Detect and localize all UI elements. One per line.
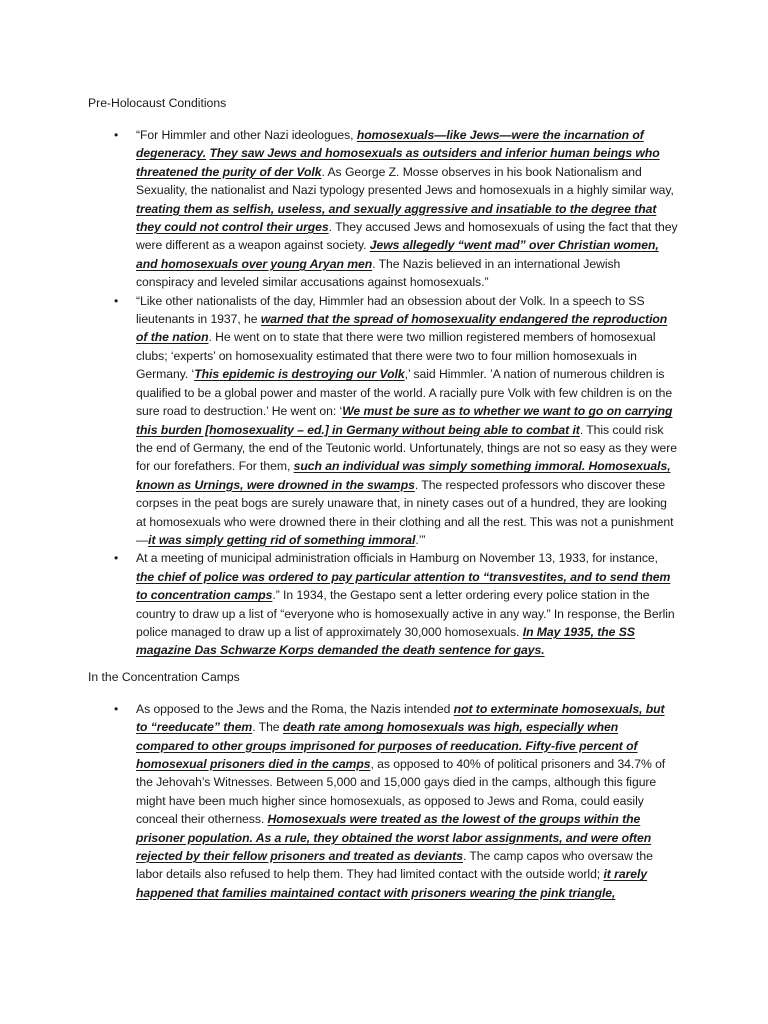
emphasized-text: We must be sure as to whether we want to go on carrying this burden [homosexuality – ed.] in Germany without being able to combat it — [136, 404, 673, 437]
body-text: . The respected professors who discover these corpses in the peat bogs are surely unaware that, in ninety cases out of a hundred, they are looking at homosexuals who were drowned there in their clothing and all the rest. This was not a punishment— — [136, 477, 674, 547]
bullet-icon: • — [114, 128, 119, 142]
emphasized-text: Jews allegedly “went mad” over Christian women, and homosexuals over young Aryan men — [136, 238, 659, 271]
bullet-item — [114, 549, 678, 659]
section-heading-pre-holocaust: Pre-Holocaust Conditions — [88, 96, 227, 110]
body-text: “Like other nationalists of the day, Himmler had an obsession about der Volk. In a speech to SS lieutenants in 1937, he — [136, 293, 645, 327]
emphasized-text: such an individual was simply something immoral. Homosexuals, known as Urnings, were drowned in the swamps — [136, 459, 671, 492]
bullet-item — [114, 700, 678, 902]
body-text: As opposed to the Jews and the Roma, the Nazis intended — [136, 701, 454, 716]
bullet-list-concentration-camps — [88, 700, 678, 902]
body-text: At a meeting of municipal administration officials in Hamburg on November 13, 1933, for instance, — [136, 551, 658, 566]
body-text: “For Himmler and other Nazi ideologues, — [136, 128, 357, 142]
body-text: , as opposed to 40% of political prisoners and 34.7% of the Jehovah’s Witnesses. Between 5,000 and 15,000 gays died in the camps, although this figure might have been much higher since homosexuals, as opposed to Jews and Roma, could easily conceal their otherness. — [136, 757, 666, 827]
emphasized-text: They saw Jews and homosexuals as outsiders and inferior human beings who threatened the purity of der Volk — [136, 146, 660, 179]
emphasized-text: homosexuals—like Jews—were the incarnation of degeneracy. — [136, 128, 644, 161]
emphasized-text: it was simply getting rid of something immoral — [148, 532, 416, 547]
body-text: . The camp capos who oversaw the labor details also refused to help them. They had limited contact with the outside world; — [136, 849, 653, 882]
section-heading-concentration-camps: In the Concentration Camps — [88, 669, 240, 684]
bullet-item — [114, 126, 678, 292]
body-text: . As George Z. Mosse observes in his book Nationalism and Sexuality, the nationalist and Nazi typology presented Jews and homosexuals in a highly similar way, — [136, 164, 674, 198]
bullet-icon: • — [114, 293, 119, 308]
emphasized-text: Homosexuals were treated as the lowest of the groups within the prisoner population. As a rule, they obtained the worst labor assignments, and were often rejected by their fellow prisoners and treated as deviants — [136, 812, 652, 864]
body-text: . The — [252, 720, 283, 735]
emphasized-text: death rate among homosexuals was high, especially when compared to other groups imprisoned for purposes of reeducation. Fifty-five percent of homosexual prisoners died in the camps — [136, 720, 638, 771]
body-text: .” In 1934, the Gestapo sent a letter ordering every police station in the country to draw up a list of “everyone who is homosexually active in any way.” In response, the Berlin police managed to draw up a list of approximately 30,000 homosexuals. — [136, 588, 675, 639]
emphasized-text: This epidemic is destroying our Volk — [194, 367, 405, 382]
emphasized-text: In May 1935, the SS magazine Das Schwarze Korps demanded the death sentence for gays. — [136, 624, 635, 658]
emphasized-text: treating them as selfish, useless, and sexually aggressive and insatiable to the degree that they could not control their urges — [136, 201, 657, 235]
body-text: . He went on to state that there were two million registered members of homosexual clubs; ‘experts’ on homosexuality estimated that there were two to four million homosexuals in Germany. ‘ — [136, 330, 656, 382]
emphasized-text: warned that the spread of homosexuality endangered the reproduction of the nation — [136, 312, 668, 345]
body-text: .’” — [415, 532, 426, 547]
body-text: . This could risk the end of Germany, the end of the Teutonic world. Unfortunately, things are not so easy as they were for our forefathers. For them, — [136, 422, 677, 474]
emphasized-text: the chief of police was ordered to pay particular attention to “transvestites, and to send them to concentration camps — [136, 569, 671, 603]
bullet-icon: • — [114, 701, 119, 716]
bullet-list-pre-holocaust — [88, 126, 678, 660]
emphasized-text: not to exterminate homosexuals, but to “reeducate” them — [136, 701, 665, 735]
body-text: ,’ said Himmler. ’A nation of numerous children is qualified to be a global power and master of the world. A racially pure Volk with few children is on the sure road to destruction.’ He went on: ‘ — [136, 367, 673, 419]
emphasized-text: it rarely happened that families maintained contact with prisoners wearing the pink triangle, — [136, 867, 648, 900]
body-text: . The Nazis believed in an international Jewish conspiracy and leveled similar accusations against homosexuals.” — [136, 256, 621, 290]
body-text: . They accused Jews and homosexuals of using the fact that they were different as a weapon against society. — [136, 220, 678, 253]
bullet-item — [114, 292, 678, 550]
bullet-icon: • — [114, 551, 119, 566]
